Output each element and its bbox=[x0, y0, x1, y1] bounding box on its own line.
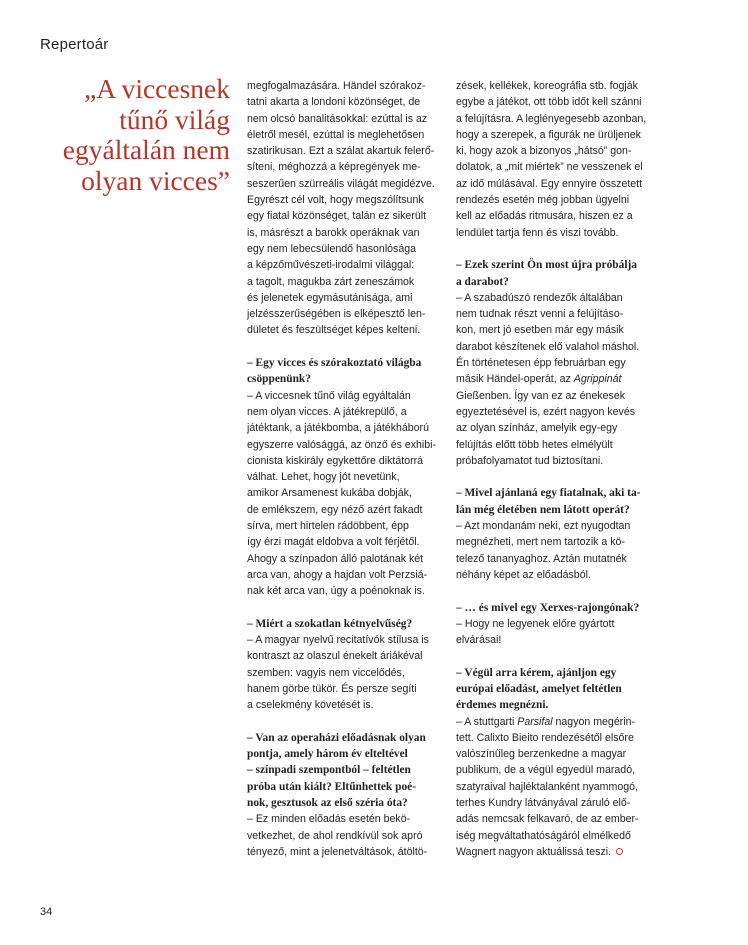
text-line: seszerűen szürreális világát megidézve. bbox=[247, 177, 435, 190]
opera-title: Parsifal bbox=[517, 715, 553, 728]
text-line: egy nem lebecsülendő hasonlósága bbox=[247, 242, 417, 255]
interview-question bbox=[247, 730, 447, 811]
answer-paragraph bbox=[456, 518, 656, 583]
answer-paragraph bbox=[456, 78, 656, 241]
text-line: nem olyan vicces. A játékrepülő, a bbox=[247, 405, 407, 418]
text-line: Gießenben. Így van ez az énekesek bbox=[456, 389, 626, 402]
text-line: nem olcsó banalitásokkal: ezúttal is az bbox=[247, 112, 428, 125]
answer-paragraph bbox=[456, 290, 656, 469]
text-line: tett. Calixto Bieito rendezésétől elsőre bbox=[456, 731, 634, 744]
text-fragment: – A stuttgarti bbox=[456, 715, 518, 728]
text-line: így érzi magát eldobva a volt férjétől. bbox=[247, 536, 420, 549]
text-line: – Végül arra kérem, ajánljon egy bbox=[456, 666, 617, 679]
text-line: rendezés esetén még jobban ügyelni bbox=[456, 194, 630, 207]
interview-question bbox=[456, 600, 656, 616]
answer-paragraph bbox=[456, 714, 656, 861]
article-column-1 bbox=[247, 78, 447, 860]
answer-paragraph bbox=[247, 388, 447, 600]
text-line: lán még életében nem látott operát? bbox=[456, 503, 630, 516]
interview-question bbox=[247, 616, 447, 632]
text-line: jelzésszerűségében is elképesztő len- bbox=[247, 308, 426, 321]
text-line: nem tudnak részt venni a felújításo- bbox=[456, 308, 624, 321]
text-line: a darabot? bbox=[456, 275, 509, 288]
interview-question bbox=[456, 665, 656, 714]
interview-question bbox=[456, 485, 656, 518]
pull-quote bbox=[30, 74, 230, 196]
answer-paragraph bbox=[247, 78, 447, 339]
text-line: a képzőművészeti-irodalmi világgal: bbox=[247, 259, 415, 272]
text-line: vetkezhet, de ahol rendkívül sok apró bbox=[247, 829, 423, 842]
text-line: – Hogy ne legyenek előre gyártott bbox=[456, 617, 615, 630]
article-column-2 bbox=[456, 78, 656, 860]
text-line: síteni, méghozzá a képregények me- bbox=[247, 161, 421, 174]
text-line: az olyan színház, amelyik egy-egy bbox=[456, 422, 618, 435]
text-line: – Van az operaházi előadásnak olyan bbox=[247, 731, 426, 744]
text-line: sírva, mert hirtelen rádöbbent, épp bbox=[247, 520, 409, 533]
text-line: egyeztetésével is, ezért nagyon kevés bbox=[456, 405, 636, 418]
text-line: nak két arca van, úgy a poénoknak is. bbox=[247, 585, 425, 598]
text-line: európai előadást, amelyet feltétlen bbox=[456, 682, 622, 695]
text-line bbox=[456, 714, 656, 730]
answer-paragraph bbox=[456, 616, 656, 649]
text-line: az idő múlásával. Egy ennyire összetett bbox=[456, 177, 643, 190]
text-line: egybe a játékot, ott több időt kell szánni bbox=[456, 96, 642, 109]
pull-quote-line: tűnő világ bbox=[119, 103, 230, 135]
text-line: – Ez minden előadás esetén bekö- bbox=[247, 813, 411, 826]
text-line: a cselekmény követését is. bbox=[247, 699, 374, 712]
pull-quote-line: „A viccesnek bbox=[84, 73, 230, 104]
text-line: – A szabadúszó rendezők általában bbox=[456, 291, 623, 304]
text-line: Én történetesen épp februárban egy bbox=[456, 357, 626, 370]
text-line: – Mivel ajánlaná egy fiatalnak, aki ta- bbox=[456, 487, 641, 500]
text-line: – A magyar nyelvű recitatívók stílusa is bbox=[247, 634, 429, 647]
answer-paragraph bbox=[247, 811, 447, 860]
text-line: – Ezek szerint Ön most újra próbálja bbox=[456, 259, 637, 272]
text-line: valószínűleg berzenkedne a magyar bbox=[456, 748, 627, 761]
text-line: a felújításra. A leglényegesebb azonban, bbox=[456, 112, 647, 125]
text-line: – … és mivel egy Xerxes-rajongónak? bbox=[456, 601, 640, 614]
text-line: életről mesél, ezúttal is meglehetősen bbox=[247, 128, 425, 141]
text-line: próbafolyamatot tud biztosítani. bbox=[456, 454, 604, 467]
text-line: hogy a szerepek, a figurák ne ürüljenek bbox=[456, 128, 641, 141]
text-line: lendület tartja fenn és viszi tovább. bbox=[456, 226, 619, 239]
text-line bbox=[456, 844, 656, 860]
text-line: egy fiatal közönséget, talán ez sikerült bbox=[247, 210, 427, 223]
text-line bbox=[456, 371, 656, 387]
page-number: 34 bbox=[40, 906, 53, 918]
text-line: dületet és feszültséget képes kelteni. bbox=[247, 324, 421, 337]
text-line: csöppenünk? bbox=[247, 373, 311, 386]
text-line: terhes Kundry látványával záruló elő- bbox=[456, 797, 631, 810]
text-line: tényező, mint a jelenetváltások, átöltö- bbox=[247, 845, 428, 858]
text-line: megnézheti, mert nem tartozik a kö- bbox=[456, 536, 625, 549]
text-line: tatni akarta a londoni közönséget, de bbox=[247, 96, 421, 109]
text-fragment: nagyon megérin- bbox=[552, 715, 636, 728]
text-line: kell az előadás ritmusára, hiszen ez a bbox=[456, 210, 633, 223]
text-line: ki, hogy azok a bizonyos „hátsó” gon- bbox=[456, 145, 632, 158]
text-line: néhány képet az előadásból. bbox=[456, 568, 591, 581]
text-line: de emlékszem, egy néző azért fakadt bbox=[247, 503, 423, 516]
text-line: arca van, ahogy a hajdan volt Perzsiá- bbox=[247, 568, 428, 581]
text-line: hanem görbe tükör. És persze segíti bbox=[247, 682, 417, 695]
text-line: cionista kiskirály egykettőre diktátorrá bbox=[247, 454, 424, 467]
text-fragment: másik Händel-operát, az bbox=[456, 373, 574, 386]
text-line: pontja, amely három év elteltével bbox=[247, 748, 408, 761]
text-line: – Azt mondanám neki, ezt nyugodtan bbox=[456, 520, 631, 533]
text-line: – A viccesnek tűnő világ egyáltalán bbox=[247, 389, 411, 402]
text-fragment: Wagnert nagyon aktuálissá teszi. bbox=[456, 845, 612, 858]
text-line: is, másrészt a barokk operáknak van bbox=[247, 226, 420, 239]
text-line: felújítás előtt több hetes elmélyült bbox=[456, 438, 613, 451]
text-line: megfogalmazására. Händel szórakoz- bbox=[247, 80, 426, 92]
text-line: dolatok, a „mit miértek” ne vesszenek el bbox=[456, 161, 643, 174]
text-line: Ahogy a színpadon álló palotának két bbox=[247, 552, 424, 565]
text-line: publikum, de a végül egyedül maradó, bbox=[456, 764, 636, 777]
text-line: elvárásai! bbox=[456, 634, 502, 647]
section-label: Repertoár bbox=[40, 36, 109, 53]
text-line: darabot készítenek elő valahol máshol. bbox=[456, 340, 640, 353]
text-line: szatyraival hajléktalanként nyammogó, bbox=[456, 780, 638, 793]
text-line: Egyrészt cél volt, hogy megszólítsunk bbox=[247, 194, 424, 207]
text-line: egyszerre valósággá, az önző és exhibi- bbox=[247, 438, 437, 451]
text-line: adás nemcsak felkavaró, de az ember- bbox=[456, 813, 639, 826]
text-line: – Egy vicces és szórakoztató világba bbox=[247, 357, 422, 370]
text-line: válhat. Lehet, hogy jót nevetünk, bbox=[247, 471, 400, 484]
interview-question bbox=[456, 257, 656, 290]
end-of-article-icon bbox=[616, 848, 623, 855]
text-line: nok, gesztusok az első széria óta? bbox=[247, 797, 408, 810]
pull-quote-line: olyan vicces” bbox=[81, 164, 230, 196]
interview-question bbox=[247, 355, 447, 388]
text-line: szatirikusan. Ezt a szálat akartuk felerő- bbox=[247, 145, 435, 158]
text-line: amikor Arsamenest kukába dobják, bbox=[247, 487, 412, 500]
text-line: zések, kellékek, koreográfia stb. fogják bbox=[456, 80, 638, 92]
text-line: érdemes megnézni. bbox=[456, 699, 549, 712]
text-line: kontraszt az olaszul énekelt áriákéval bbox=[247, 650, 423, 663]
text-line: a tagolt, magukba zárt zeneszámok bbox=[247, 275, 415, 288]
answer-paragraph bbox=[247, 632, 447, 713]
text-line: kon, mert jó esetben már egy másik bbox=[456, 324, 624, 337]
text-line: – Miért a szokatlan kétnyelvűség? bbox=[247, 617, 413, 630]
text-line: iség megváltathatóságáról elmélkedő bbox=[456, 829, 631, 842]
text-line: telező tananyaghoz. Aztán mutatnék bbox=[456, 552, 627, 565]
text-line: szemben: vagyis nem viccelődés, bbox=[247, 666, 405, 679]
opera-title: Agrippinát bbox=[573, 373, 622, 386]
text-line: próba után kiált? Eltűnhettek poé- bbox=[247, 780, 416, 793]
pull-quote-line: egyáltalán nem bbox=[62, 134, 230, 165]
text-line: és jelenetek egymásutánisága, ami bbox=[247, 291, 413, 304]
text-line: játéktank, a játékbomba, a játékháború bbox=[247, 422, 429, 435]
text-line: – színpadi szempontból – feltétlen bbox=[247, 764, 411, 777]
